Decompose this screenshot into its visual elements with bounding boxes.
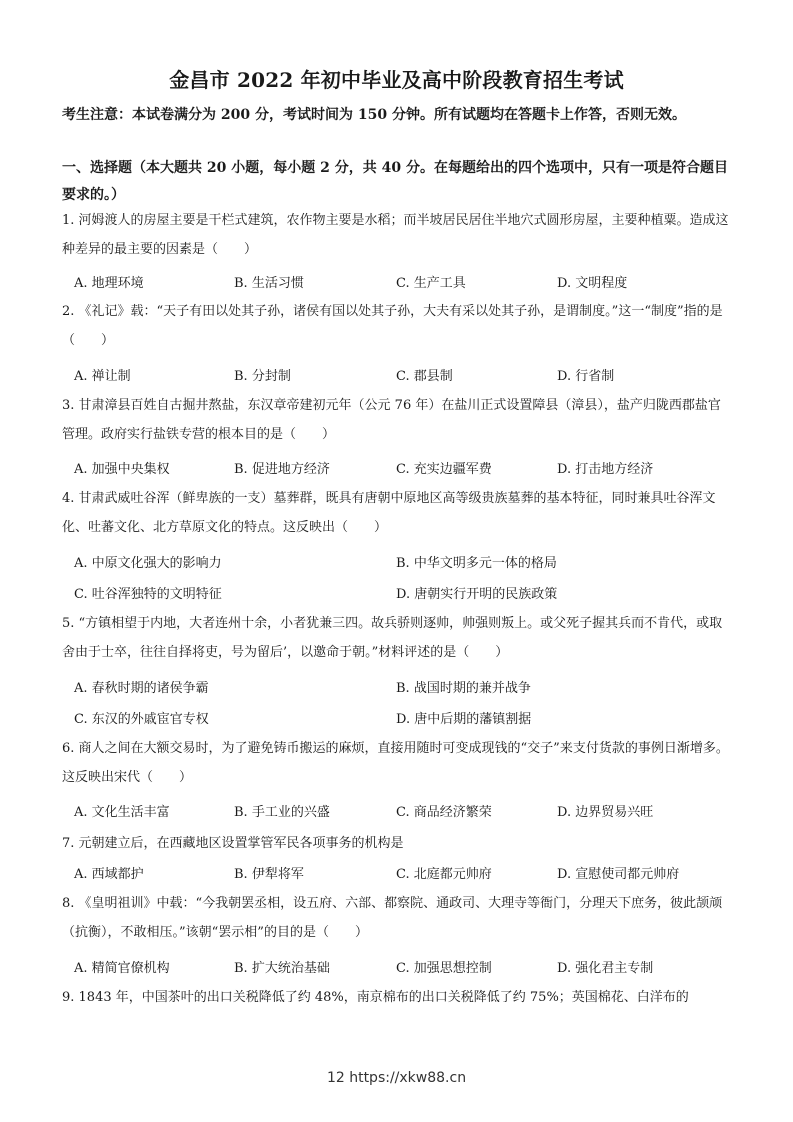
question-4-option-c: C. 吐谷浑独特的文明特征 bbox=[74, 587, 222, 602]
question-8-option-a: A. 精简官僚机构 bbox=[74, 961, 170, 976]
question-6-option-d: D. 边界贸易兴旺 bbox=[557, 805, 654, 820]
question-2-option-c: C. 郡县制 bbox=[396, 369, 453, 384]
question-5-options-row-2 bbox=[62, 708, 732, 732]
question-4-option-b: B. 中华文明多元一体的格局 bbox=[396, 556, 557, 571]
question-6-option-c: C. 商品经济繁荣 bbox=[396, 805, 492, 820]
question-1-option-a: A. 地理环境 bbox=[74, 276, 144, 291]
question-1-option-d: D. 文明程度 bbox=[557, 276, 628, 291]
question-7-options bbox=[62, 863, 732, 887]
question-2-option-d: D. 行省制 bbox=[557, 369, 615, 384]
question-4-stem: 4. 甘肃武威吐谷浑（鲜卑族的一支）墓葬群，既具有唐朝中原地区高等级贵族墓葬的基本特征，同时兼具吐谷浑文化、吐蕃文化、北方草原文化的特点。这反映出（ ） bbox=[62, 491, 716, 535]
question-3-option-c: C. 充实边疆军费 bbox=[396, 462, 492, 477]
question-8-option-d: D. 强化君主专制 bbox=[557, 961, 654, 976]
question-3-option-d: D. 打击地方经济 bbox=[557, 462, 654, 477]
question-4-options-row-1 bbox=[62, 552, 732, 576]
question-7-stem: 7. 元朝建立后，在西藏地区设置掌管军民各项事务的机构是 bbox=[62, 836, 404, 851]
question-7-option-a: A. 西域都护 bbox=[74, 867, 144, 882]
question-5-option-a: A. 春秋时期的诸侯争霸 bbox=[74, 681, 209, 696]
question-5-stem: 5. “方镇相望于内地，大者连州十余，小者犹兼三四。故兵骄则逐帅，帅强则叛上。或父死子握其兵而不肯代，或取舍由于士卒，往往自择将吏，号为留后’，以邀命于朝。”材料评述的是（ ） bbox=[62, 616, 723, 660]
question-3-stem: 3. 甘肃漳县百姓自古掘井熬盐，东汉章帝建初元年（公元 76 年）在盐川正式设置障县（漳县），盐产归陇西郡盐官管理。政府实行盐铁专营的根本目的是（ ） bbox=[62, 398, 721, 442]
question-4-options-row-2 bbox=[62, 583, 732, 607]
question-8-stem: 8. 《皇明祖训》中载：“今我朝罢丞相，设五府、六部、都察院、通政司、大理寺等衙门，分理天下庶务，彼此颉颃（抗衡），不敢相压。”该朝“罢示相”的目的是（ ） bbox=[62, 896, 723, 940]
candidate-notice: 考生注意：本试卷满分为 200 分，考试时间为 150 分钟。所有试题均在答题卡上作答，否则无效。 bbox=[62, 107, 686, 123]
question-1-options bbox=[62, 272, 732, 296]
question-8-option-b: B. 扩大统治基础 bbox=[234, 961, 330, 976]
question-4-option-d: D. 唐朝实行开明的民族政策 bbox=[396, 587, 558, 602]
section-heading: 一、选择题（本大题共 20 小题，每小题 2 分，共 40 分。在每题给出的四个选项中，只有一项是符合题目要求的。） bbox=[62, 160, 728, 203]
question-1-stem: 1. 河姆渡人的房屋主要是干栏式建筑，农作物主要是水稻；而半坡居民居住半地穴式圆形房屋，主要种植粟。造成这种差异的最主要的因素是（ ） bbox=[62, 213, 729, 257]
question-2-options bbox=[62, 365, 732, 389]
question-3-option-b: B. 促进地方经济 bbox=[234, 462, 330, 477]
question-3-options bbox=[62, 458, 732, 482]
question-1-option-c: C. 生产工具 bbox=[396, 276, 466, 291]
question-6-option-b: B. 手工业的兴盛 bbox=[234, 805, 330, 820]
question-7-option-c: C. 北庭都元帅府 bbox=[396, 867, 492, 882]
question-2-option-a: A. 禅让制 bbox=[74, 369, 131, 384]
question-7-option-b: B. 伊犁将军 bbox=[234, 867, 304, 882]
question-4-option-a: A. 中原文化强大的影响力 bbox=[74, 556, 222, 571]
question-3-option-a: A. 加强中央集权 bbox=[74, 462, 170, 477]
question-5-options-row-1 bbox=[62, 677, 732, 701]
question-6-stem: 6. 商人之间在大额交易时，为了避免铸币搬运的麻烦，直接用随时可变成现钱的“交子”来支付货款的事例日渐增多。这反映出宋代（ ） bbox=[62, 741, 729, 785]
question-5-option-d: D. 唐中后期的藩镇割据 bbox=[396, 712, 532, 727]
question-5-option-b: B. 战国时期的兼并战争 bbox=[396, 681, 531, 696]
question-2-option-b: B. 分封制 bbox=[234, 369, 291, 384]
question-8-options bbox=[62, 957, 732, 981]
question-6-options bbox=[62, 801, 732, 825]
question-8-option-c: C. 加强思想控制 bbox=[396, 961, 492, 976]
question-6-option-a: A. 文化生活丰富 bbox=[74, 805, 170, 820]
page-footer: 12 https://xkw88.cn bbox=[326, 1070, 467, 1086]
question-9-stem: 9. 1843 年，中国茶叶的出口关税降低了约 48%，南京棉布的出口关税降低了约 75%；英国棉花、白洋布的 bbox=[62, 990, 689, 1005]
question-7-option-d: D. 宣慰使司都元帅府 bbox=[557, 867, 680, 882]
question-2-stem: 2. 《礼记》载：“天子有田以处其子孙，诸侯有国以处其子孙，大夫有采以处其子孙，是谓制度。”这一“制度”指的是（ ） bbox=[62, 304, 723, 348]
question-1-option-b: B. 生活习惯 bbox=[234, 276, 304, 291]
question-5-option-c: C. 东汉的外戚宦官专权 bbox=[74, 712, 209, 727]
exam-title: 金昌市 2022 年初中毕业及高中阶段教育招生考试 bbox=[169, 68, 624, 92]
